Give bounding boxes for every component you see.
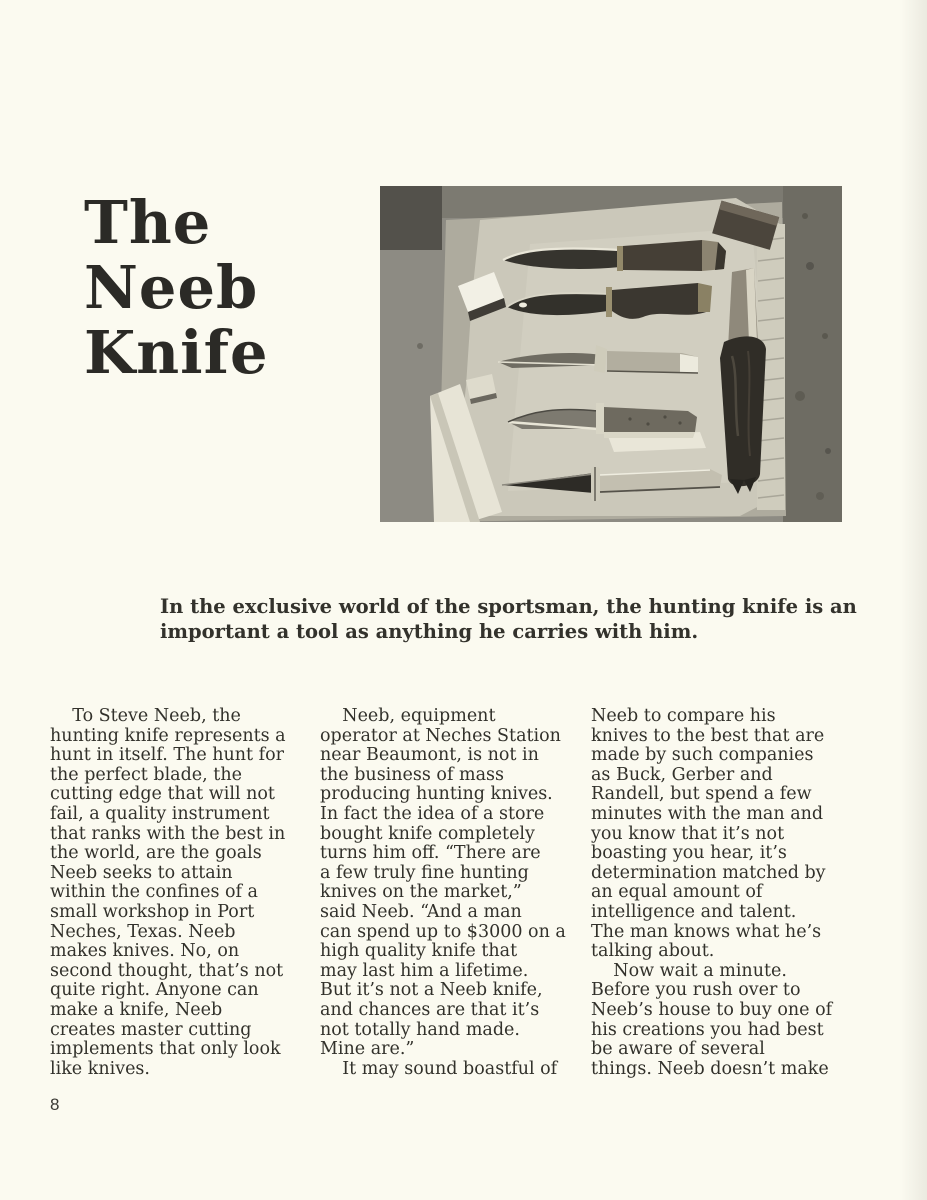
text-line: To Steve Neeb, the	[50, 706, 241, 726]
text-line: Neeb	[84, 253, 259, 322]
text-line: as Buck, Gerber and	[591, 764, 773, 785]
text-line: cutting edge that will not	[50, 784, 275, 805]
body-column-3	[591, 707, 859, 1079]
text-line: quite right. Anyone can	[50, 980, 259, 1001]
text-line: bought knife completely	[320, 823, 535, 844]
text-line: intelligence and talent.	[591, 901, 797, 922]
text-line: be aware of several	[591, 1039, 765, 1060]
text-line: said Neeb. “And a man	[320, 901, 522, 922]
text-line: turns him off. “There are	[320, 843, 541, 864]
text-line: Randell, but spend a few	[591, 784, 812, 805]
text-line: not totally hand made.	[320, 1019, 520, 1040]
text-line: things. Neeb doesn’t make	[591, 1058, 829, 1079]
text-line: operator at Neches Station	[320, 725, 561, 746]
text-line: minutes with the man and	[591, 803, 824, 824]
text-line: Neeb seeks to attain	[50, 862, 233, 883]
text-line: Before you rush over to	[591, 980, 801, 1001]
text-line: knives on the market,”	[320, 882, 522, 903]
text-line: The man knows what he’s	[591, 921, 822, 942]
text-line: make a knife, Neeb	[50, 999, 223, 1020]
text-line: an equal amount of	[591, 882, 763, 903]
text-line: Neeb to compare his	[591, 706, 776, 726]
text-line: In fact the idea of a store	[320, 803, 545, 824]
text-line: Knife	[84, 318, 269, 387]
text-line: may last him a lifetime.	[320, 960, 529, 981]
text-line: the business of mass	[320, 764, 504, 785]
knife-photo-illustration	[380, 186, 842, 522]
text-line: that ranks with the best in	[50, 823, 286, 844]
text-line: can spend up to $3000 on a	[320, 921, 566, 942]
text-line: you know that it’s not	[591, 823, 785, 844]
text-line: Neches, Texas. Neeb	[50, 921, 236, 942]
text-line: It may sound boastful of	[320, 1058, 558, 1079]
text-line: The	[84, 188, 212, 257]
article-title	[84, 190, 269, 385]
text-line: hunt in itself. The hunt for	[50, 745, 285, 766]
text-line: important a tool as anything he carries with him.	[160, 619, 699, 643]
text-line: knives to the best that are	[591, 725, 825, 746]
text-line: makes knives. No, on	[50, 941, 240, 962]
body-column-2	[320, 707, 588, 1079]
text-line: second thought, that’s not	[50, 960, 284, 981]
article-deck	[160, 595, 857, 644]
text-line: hunting knife represents a	[50, 725, 286, 746]
text-line: talking about.	[591, 941, 715, 962]
text-line: But it’s not a Neeb knife,	[320, 980, 543, 1001]
text-line: a few truly fine hunting	[320, 862, 529, 883]
text-line: boasting you hear, it’s	[591, 843, 787, 864]
text-line: the perfect blade, the	[50, 764, 242, 785]
dark-floor-patch	[380, 186, 442, 250]
text-line: small workshop in Port	[50, 901, 255, 922]
knife-photo	[380, 186, 842, 522]
text-line: Neeb’s house to buy one of	[591, 999, 833, 1020]
text-line: Neeb, equipment	[320, 706, 496, 726]
text-line: like knives.	[50, 1058, 150, 1079]
text-line: and chances are that it’s	[320, 999, 540, 1020]
text-line: his creations you had best	[591, 1019, 824, 1040]
text-line: Mine are.”	[320, 1039, 415, 1060]
text-line: near Beaumont, is not in	[320, 745, 539, 766]
text-line: determination matched by	[591, 862, 826, 883]
text-line: producing hunting knives.	[320, 784, 553, 805]
body-column-1	[50, 707, 318, 1079]
scan-edge-shadow	[901, 0, 927, 1200]
text-line: In the exclusive world of the sportsman, the hunting knife is an	[160, 595, 857, 618]
text-line: within the confines of a	[50, 882, 258, 903]
text-line: high quality knife that	[320, 941, 518, 962]
text-line: creates master cutting	[50, 1019, 252, 1040]
text-line: Now wait a minute.	[591, 960, 787, 981]
page-number: 8	[50, 1095, 60, 1114]
text-line: fail, a quality instrument	[50, 803, 270, 824]
text-line: made by such companies	[591, 745, 814, 766]
text-line: the world, are the goals	[50, 843, 262, 864]
text-line: implements that only look	[50, 1039, 281, 1060]
